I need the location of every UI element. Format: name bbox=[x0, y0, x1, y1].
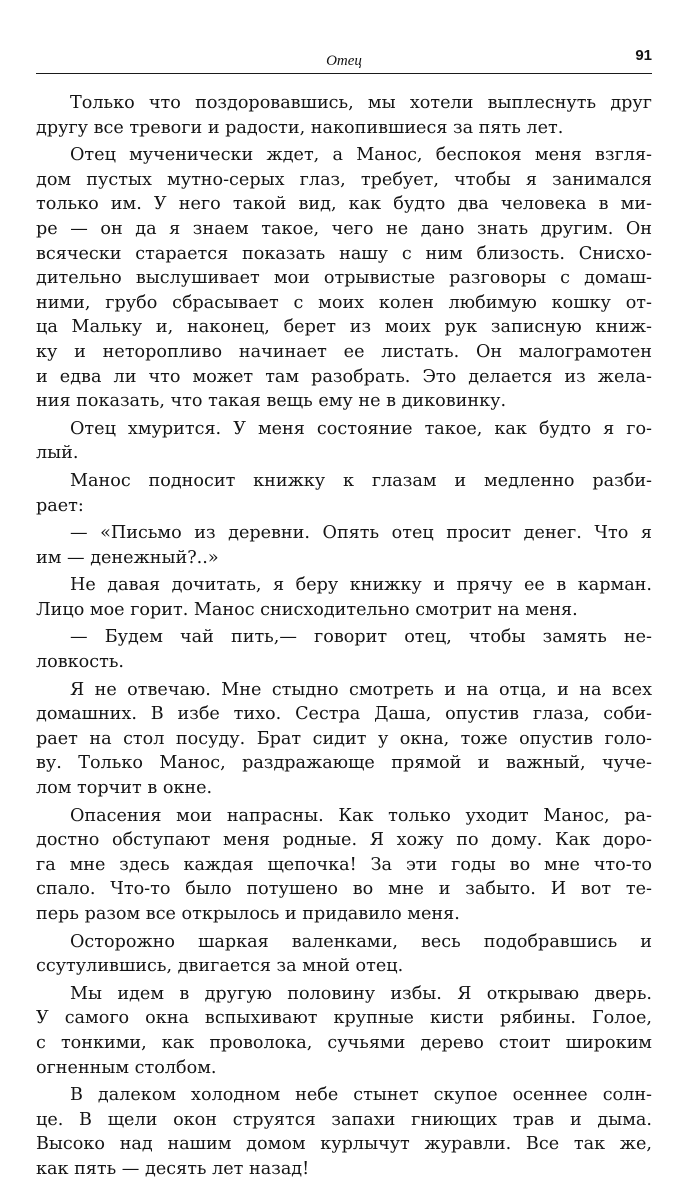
paragraph bbox=[36, 417, 652, 466]
text-line: Отец хмурится. У меня состояние такое, как будто я го- bbox=[70, 418, 652, 439]
text-line: и едва ли что может там разобрать. Это делается из жела- bbox=[36, 366, 652, 387]
page-number: 91 bbox=[635, 47, 652, 64]
text-line: рает на стол посуду. Брат сидит у окна, тоже опустив голо- bbox=[36, 728, 652, 749]
text-line: ния показать, что такая вещь ему не в диковинку. bbox=[36, 391, 507, 412]
paragraph bbox=[36, 982, 652, 1080]
text-line: только им. У него такой вид, как будто два человека в ми- bbox=[36, 194, 652, 215]
text-line: Не давая дочитать, я беру книжку и прячу ее в карман. bbox=[70, 575, 652, 596]
running-title: Отец bbox=[326, 53, 362, 69]
text-line: дительно выслушивает мои отрывистые разговоры с домаш- bbox=[36, 268, 652, 289]
paragraph bbox=[36, 930, 652, 979]
running-header bbox=[36, 47, 652, 74]
text-line: Осторожно шаркая валенками, весь подобравшись и bbox=[70, 931, 652, 952]
text-line: Отец мученически ждет, а Манос, беспокоя меня взгля- bbox=[70, 145, 652, 166]
text-line: домашних. В избе тихо. Сестра Даша, опустив глаза, соби- bbox=[36, 704, 652, 725]
text-line: всячески старается показать нашу с ним близость. Снисхо- bbox=[36, 243, 652, 264]
text-line: ре — он да я знаем такое, чего не дано знать другим. Он bbox=[36, 218, 652, 239]
text-line: — Будем чай пить,— говорит отец, чтобы замять не- bbox=[70, 627, 652, 648]
paragraph bbox=[36, 1083, 652, 1181]
paragraph bbox=[36, 521, 652, 570]
paragraph bbox=[36, 469, 652, 518]
text-line: ними, грубо сбрасывает с моих колен любимую кошку от- bbox=[36, 292, 652, 313]
text-line: Опасения мои напрасны. Как только уходит Манос, ра- bbox=[70, 805, 652, 826]
text-line: В далеком холодном небе стынет скупое осеннее солн- bbox=[70, 1085, 652, 1106]
paragraph bbox=[36, 573, 652, 622]
text-line: достно обступают меня родные. Я хожу по дому. Как доро- bbox=[36, 830, 652, 851]
text-line: ву. Только Манос, раздражающе прямой и важный, чуче- bbox=[36, 753, 652, 774]
text-line: У самого окна вспыхивают крупные кисти рябины. Голое, bbox=[36, 1008, 652, 1029]
text-line: с тонкими, как проволока, сучьями дерево стоит широким bbox=[36, 1032, 652, 1053]
body-text bbox=[36, 91, 652, 1182]
text-line: перь разом все открылось и придавило меня. bbox=[36, 904, 460, 924]
text-line: дом пустых мутно-серых глаз, требует, чтобы я занимался bbox=[36, 169, 652, 190]
paragraph bbox=[36, 625, 652, 674]
paragraph bbox=[36, 143, 652, 414]
text-line: це. В щели окон струятся запахи гниющих трав и дыма. bbox=[36, 1109, 652, 1130]
text-line: Лицо мое горит. Манос снисходительно смотрит на меня. bbox=[36, 599, 578, 620]
paragraph bbox=[36, 91, 652, 140]
text-line: как пять — десять лет назад! bbox=[36, 1158, 310, 1179]
text-line: Мы идем в другую половину избы. Я открываю дверь. bbox=[70, 983, 652, 1004]
text-line: огненным столбом. bbox=[36, 1057, 217, 1078]
text-line: рает: bbox=[36, 495, 84, 516]
text-line: им — денежный?..» bbox=[36, 547, 219, 568]
text-line: Манос подносит книжку к глазам и медленно разби- bbox=[70, 470, 652, 491]
text-line: ку и неторопливо начинает ее листать. Он малограмотен bbox=[36, 341, 652, 362]
paragraph bbox=[36, 678, 652, 801]
text-line: Только что поздоровавшись, мы хотели выплеснуть друг bbox=[70, 93, 652, 113]
text-line: ловкость. bbox=[36, 652, 125, 673]
text-line: другу все тревоги и радости, накопившиеся за пять лет. bbox=[36, 117, 564, 138]
text-line: лый. bbox=[36, 443, 79, 464]
text-line: лом торчит в окне. bbox=[36, 778, 213, 799]
text-line: ссутулившись, двигается за мной отец. bbox=[36, 956, 404, 977]
text-line: ца Мальку и, наконец, берет из моих рук записную книж- bbox=[36, 317, 652, 338]
text-line: Высоко над нашим домом курлычут журавли. Все так же, bbox=[36, 1134, 652, 1155]
text-line: Я не отвечаю. Мне стыдно смотреть и на отца, и на всех bbox=[70, 679, 652, 700]
text-line: — «Письмо из деревни. Опять отец просит денег. Что я bbox=[70, 523, 652, 544]
text-line: спало. Что-то было потушено во мне и забыто. И вот те- bbox=[36, 879, 652, 900]
paragraph bbox=[36, 804, 652, 927]
text-line: га мне здесь каждая щепочка! За эти годы во мне что-то bbox=[36, 854, 652, 875]
